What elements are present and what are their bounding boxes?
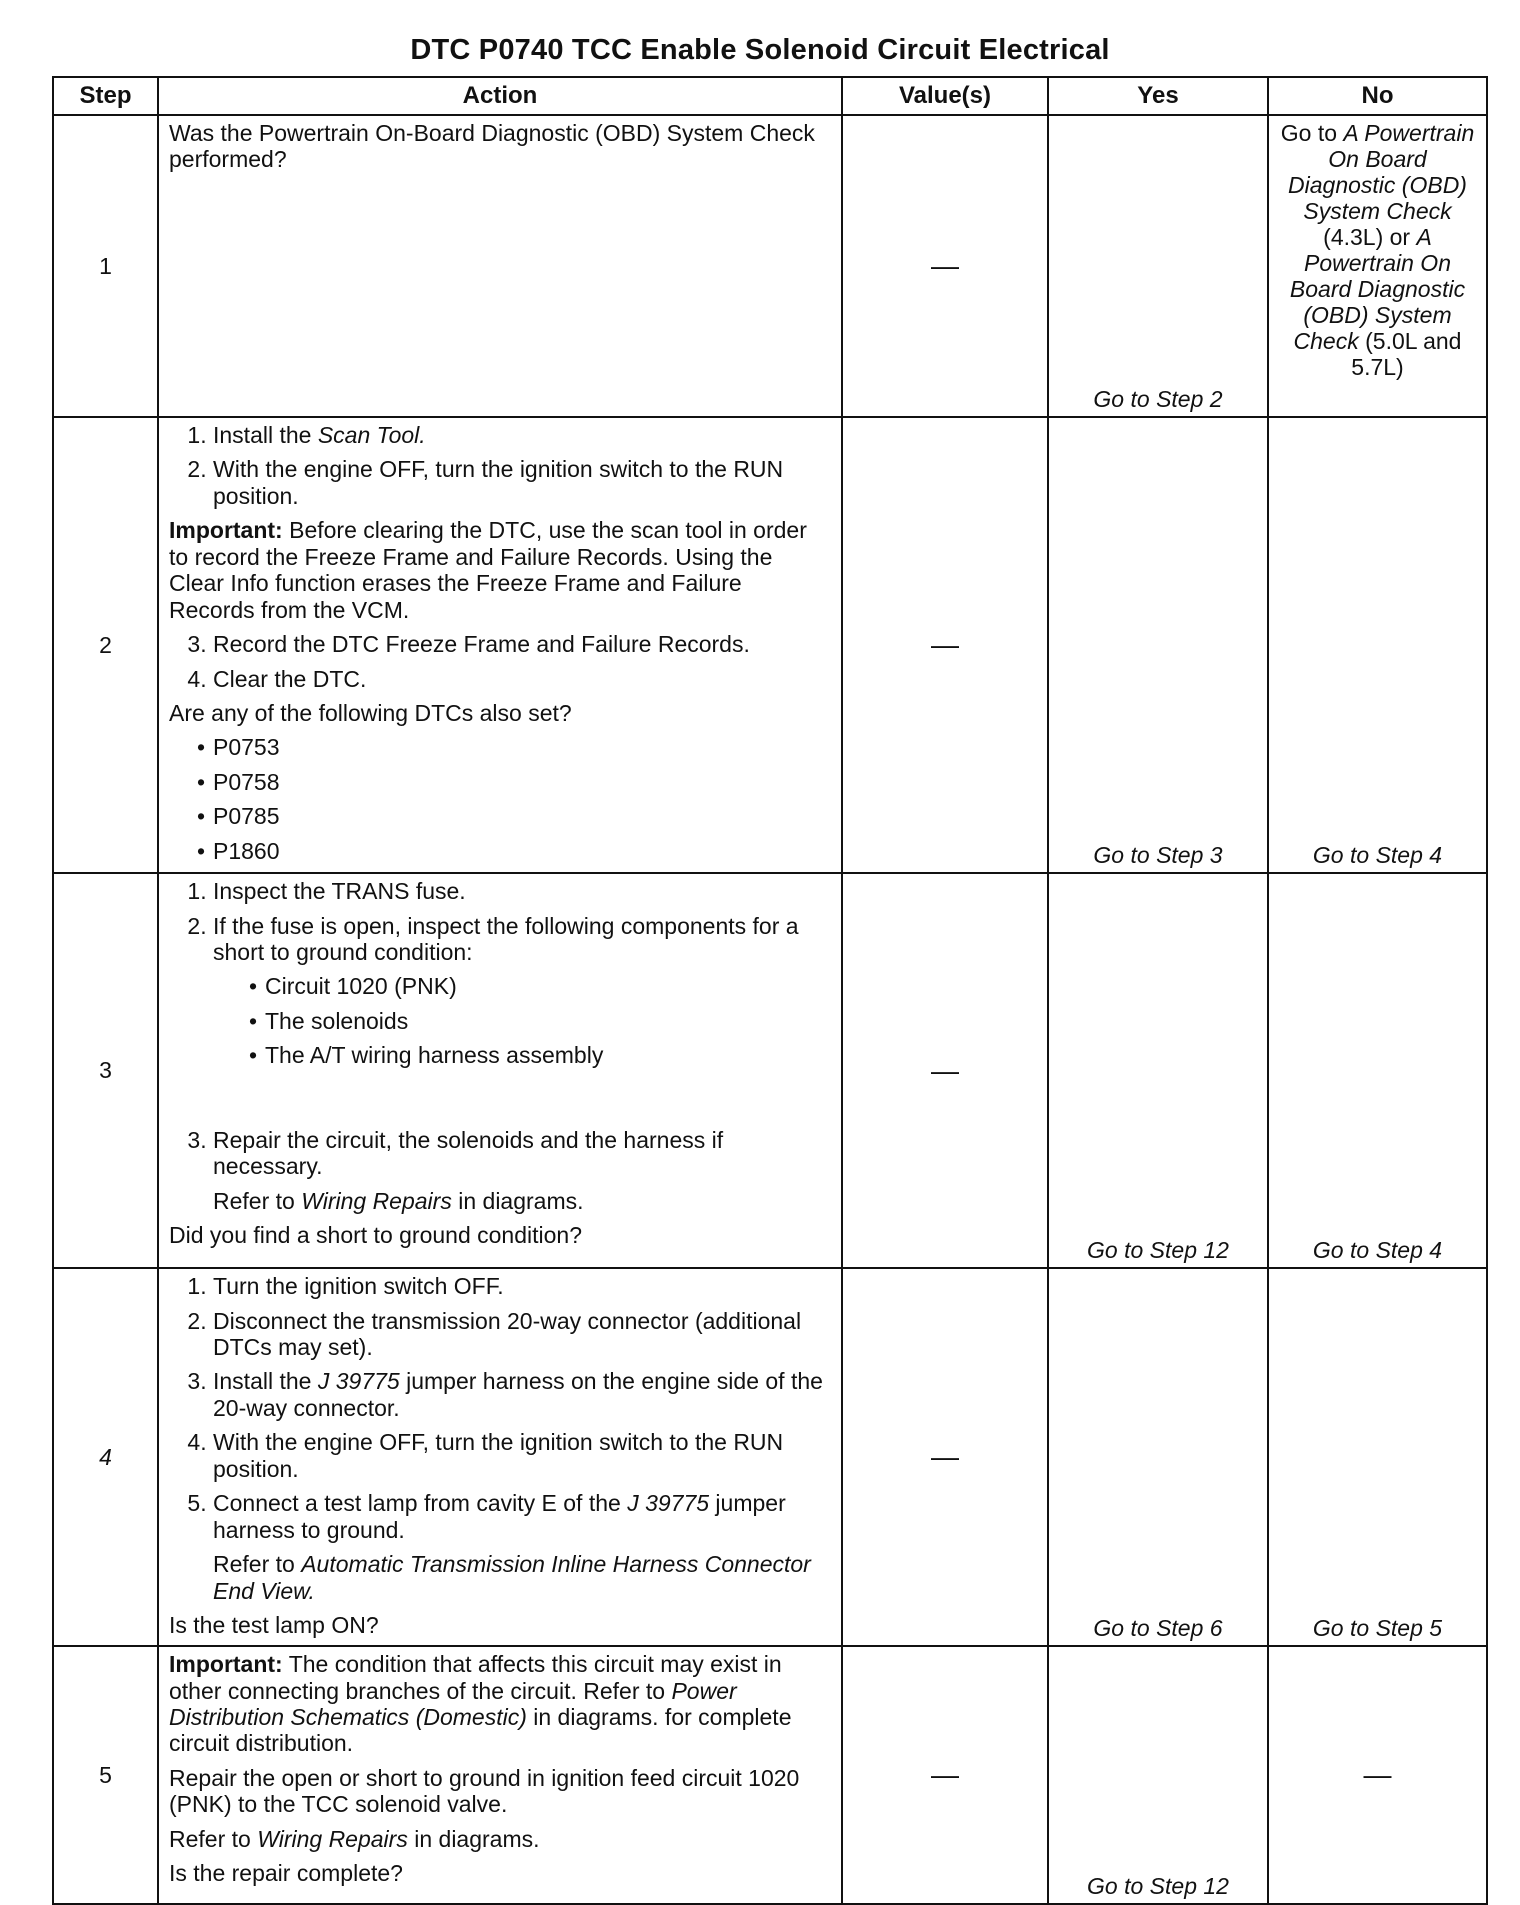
no-cell: Go to Step 4 [1268, 873, 1487, 1268]
step-number: 4 [53, 1268, 158, 1646]
dtc-code: • P0785 [213, 803, 831, 829]
question-text: Is the repair complete? [169, 1860, 403, 1887]
refer-text: Refer to Automatic Transmission Inline Harness Connector End View. [213, 1551, 811, 1604]
header-step: Step [53, 77, 158, 115]
header-yes: Yes [1048, 77, 1268, 115]
important-note: Important: Before clearing the DTC, use the scan tool in order to record the Freeze Frame and Failure Records. Using the Clear Info function erases the Freeze Frame and Failure Records from the VCM. [169, 517, 807, 623]
no-cell: Go to Step 5 [1268, 1268, 1487, 1646]
yes-cell: Go to Step 2 [1048, 115, 1268, 417]
dtc-code: • P0758 [213, 769, 831, 795]
instruction-item: 2. Disconnect the transmission 20-way connector (additional DTCs may set). [213, 1308, 831, 1361]
instruction-item: 1. Inspect the TRANS fuse. [213, 878, 831, 904]
no-prefix: Go to [1280, 120, 1344, 146]
value-cell: — [842, 115, 1048, 417]
instruction-item: 3. Install the J 39775 jumper harness on the engine side of the 20-way connector. [213, 1368, 831, 1421]
action-cell [158, 1646, 842, 1904]
instruction-item: 4. With the engine OFF, turn the ignition switch to the RUN position. [213, 1429, 831, 1482]
instruction-item: 1. Turn the ignition switch OFF. [213, 1273, 831, 1299]
instruction-item: 1. Install the Scan Tool. [213, 422, 831, 448]
jumper-harness-ref[interactable]: J 39775 [317, 1368, 400, 1395]
instruction-item: 4. Clear the DTC. [213, 666, 831, 692]
instruction-item: 3. Repair the circuit, the solenoids and the harness if necessary. [213, 1127, 831, 1180]
question-text: Is the test lamp ON? [169, 1611, 379, 1638]
wiring-repairs-ref[interactable]: Wiring Repairs [301, 1187, 452, 1214]
yes-cell: Go to Step 12 [1048, 873, 1268, 1268]
step-number: 1 [53, 115, 158, 417]
component-item: • The A/T wiring harness assembly [265, 1042, 831, 1068]
yes-cell: Go to Step 3 [1048, 417, 1268, 873]
refer-text: Refer to Wiring Repairs in diagrams. [169, 1825, 540, 1852]
instruction-item: 2. With the engine OFF, turn the ignition switch to the RUN position. [213, 456, 831, 509]
value-cell: — [842, 1268, 1048, 1646]
table-row [53, 417, 1487, 873]
instruction-item: 3. Record the DTC Freeze Frame and Failure Records. [213, 631, 831, 657]
step-number: 3 [53, 873, 158, 1268]
yes-cell: Go to Step 6 [1048, 1268, 1268, 1646]
action-cell [158, 873, 842, 1268]
table-row [53, 1646, 1487, 1904]
step-number: 5 [53, 1646, 158, 1904]
component-item: • Circuit 1020 (PNK) [265, 973, 831, 999]
header-action: Action [158, 77, 842, 115]
value-cell: — [842, 873, 1048, 1268]
table-row [53, 115, 1487, 417]
no-cell [1268, 115, 1487, 417]
yes-cell: Go to Step 12 [1048, 1646, 1268, 1904]
action-cell [158, 115, 842, 417]
power-distribution-ref[interactable]: Power Distribution Schematics (Domestic) [169, 1677, 737, 1730]
dtc-code: • P0753 [213, 734, 831, 760]
instruction-item: 2. If the fuse is open, inspect the following components for a short to ground condition: • Circuit 1020 (PNK) • The solenoids • The A/T wiring harness assembly [213, 913, 831, 1069]
connector-end-view-ref[interactable]: Automatic Transmission Inline Harness Connector End View. [213, 1551, 811, 1604]
component-item: • The solenoids [265, 1008, 831, 1034]
no-cell: Go to Step 4 [1268, 417, 1487, 873]
diagnostic-table [52, 76, 1488, 1905]
repair-text: Repair the open or short to ground in ignition feed circuit 1020 (PNK) to the TCC solenoid valve. [169, 1764, 800, 1818]
question-text: Was the Powertrain On-Board Diagnostic (OBD) System Check performed? [169, 120, 815, 173]
page-title: DTC P0740 TCC Enable Solenoid Circuit Electrical [410, 34, 1110, 66]
no-ref-link[interactable]: A Powertrain On Board Diagnostic (OBD) System Check [1289, 223, 1466, 354]
table-row [53, 873, 1487, 1268]
header-row [53, 77, 1487, 115]
question-text: Are any of the following DTCs also set? [169, 699, 572, 726]
no-mid-text: (5.0L and 5.7L) [1351, 327, 1462, 380]
step-number: 2 [53, 417, 158, 873]
important-note: Important: The condition that affects this circuit may exist in other connecting branches of the circuit. Refer to Power Distribution Schematics (Domestic) in diagrams. for complete circuit distribution. [169, 1651, 792, 1757]
question-text: Did you find a short to ground condition? [169, 1222, 582, 1249]
no-cell: — [1268, 1646, 1487, 1904]
table-row [53, 1268, 1487, 1646]
header-no: No [1268, 77, 1487, 115]
action-cell [158, 1268, 842, 1646]
jumper-harness-ref[interactable]: J 39775 [627, 1490, 710, 1517]
scan-tool-ref[interactable]: Scan Tool. [317, 422, 426, 448]
no-ref-link[interactable]: A Powertrain On Board Diagnostic (OBD) System Check [1288, 120, 1475, 224]
refer-text: Refer to Wiring Repairs in diagrams. [213, 1187, 584, 1214]
no-mid-text: (4.3L) or [1323, 223, 1417, 250]
value-cell: — [842, 1646, 1048, 1904]
wiring-repairs-ref[interactable]: Wiring Repairs [257, 1825, 408, 1852]
action-cell [158, 417, 842, 873]
dtc-code: • P1860 [213, 838, 831, 864]
header-values: Value(s) [842, 77, 1048, 115]
value-cell: — [842, 417, 1048, 873]
instruction-item: 5. Connect a test lamp from cavity E of the J 39775 jumper harness to ground. [213, 1490, 831, 1543]
